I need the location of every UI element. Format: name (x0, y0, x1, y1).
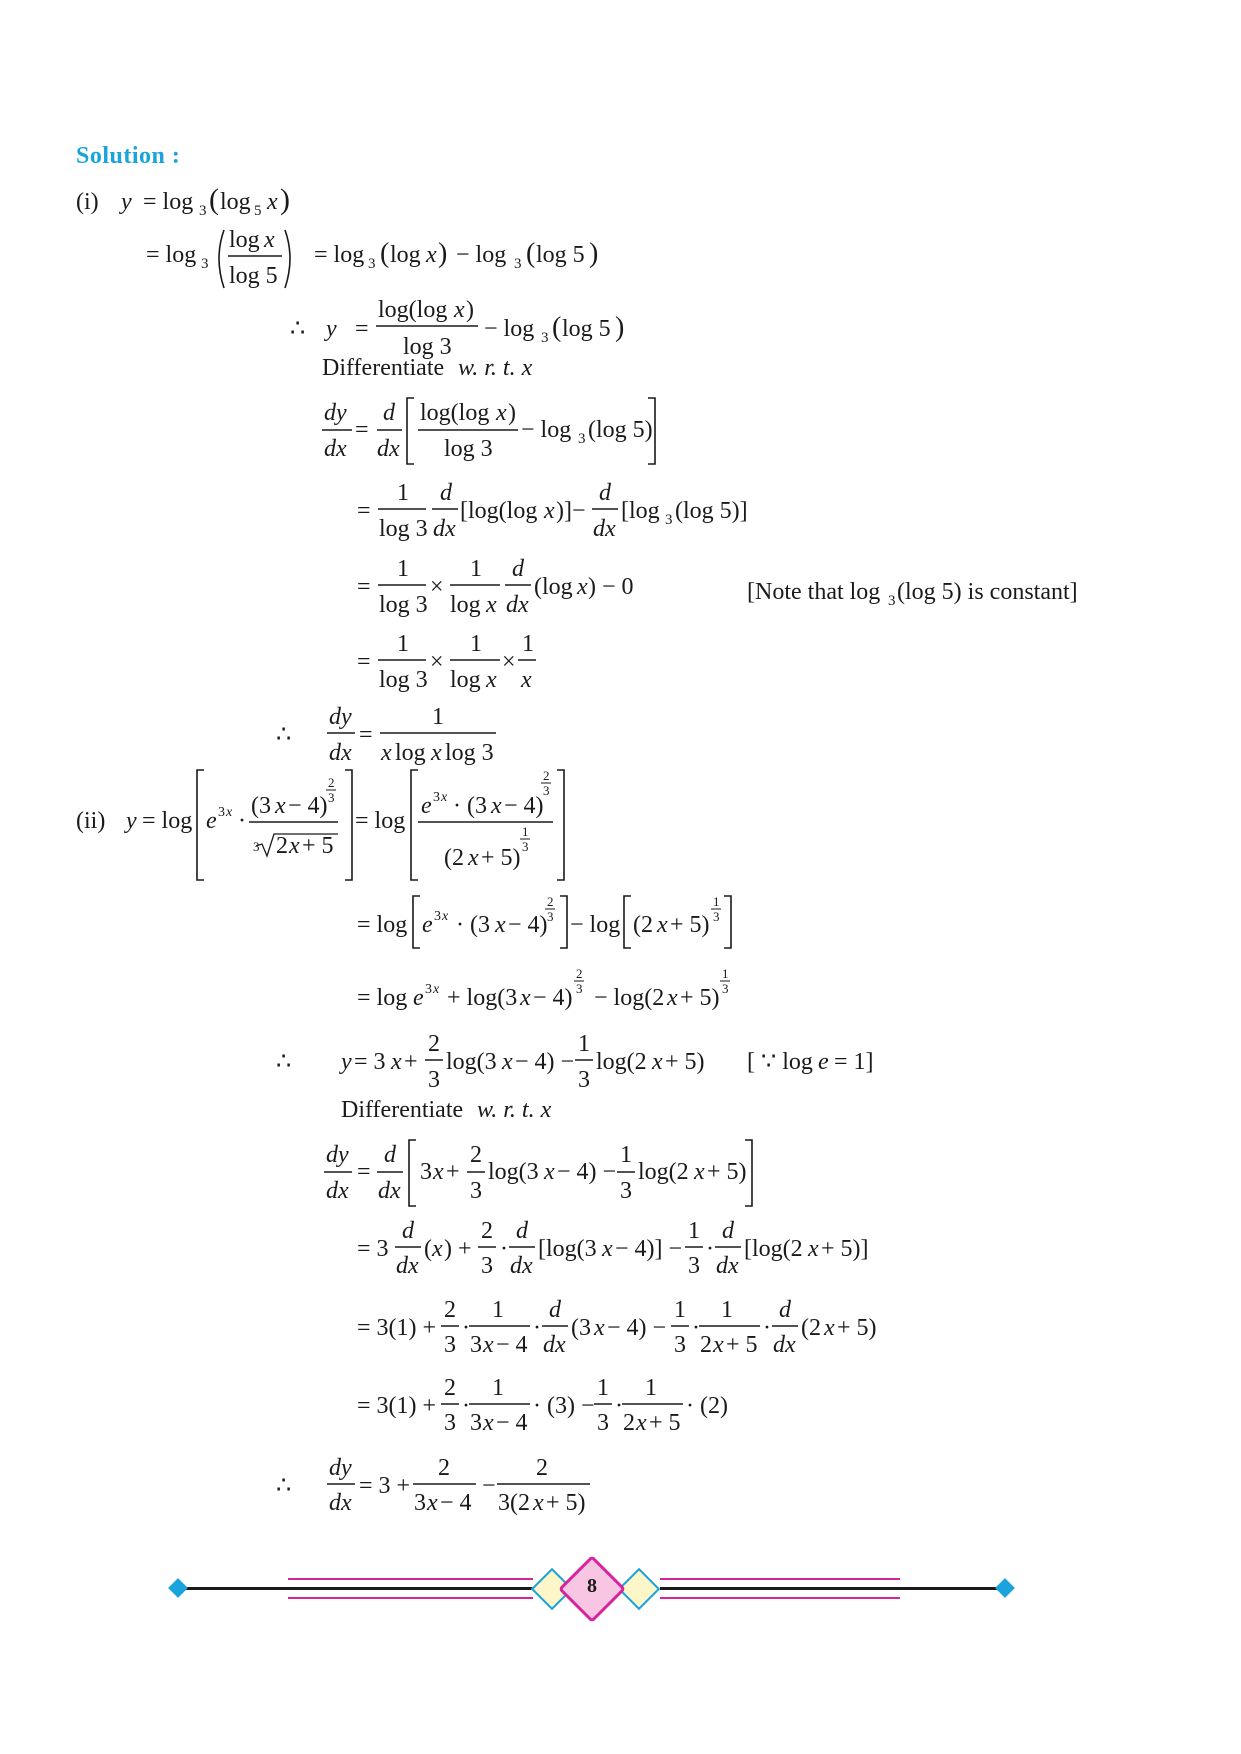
svg-text:3: 3 (414, 1490, 426, 1516)
svg-text:1: 1 (645, 1375, 657, 1401)
svg-text:=: = (357, 1159, 371, 1185)
svg-text:dy: dy (329, 1455, 352, 1481)
svg-text:x: x (427, 1490, 438, 1516)
svg-text:x: x (544, 1159, 555, 1185)
svg-text:dx: dx (543, 1332, 566, 1358)
svg-text:2: 2 (700, 1332, 712, 1358)
svg-text:+: + (446, 1159, 460, 1185)
svg-text:(: ( (380, 238, 390, 269)
svg-text:= log: = log (143, 189, 194, 215)
svg-text:d: d (440, 480, 452, 506)
svg-text:log 3: log 3 (379, 516, 428, 542)
svg-text:x: x (441, 790, 448, 805)
svg-text:+ log(3: + log(3 (447, 985, 518, 1011)
svg-text:2: 2 (438, 1455, 450, 1481)
svg-text:+ 5: + 5 (649, 1410, 681, 1436)
svg-text:): ) (280, 183, 290, 216)
svg-text:(log 5): (log 5) (588, 417, 653, 443)
svg-text:d: d (722, 1218, 734, 1244)
svg-text:(2: (2 (801, 1315, 821, 1341)
svg-text:log 5: log 5 (536, 242, 585, 268)
svg-text:×: × (430, 574, 444, 600)
svg-text:d: d (599, 480, 611, 506)
svg-text:(: ( (209, 183, 219, 216)
svg-text:e: e (206, 808, 217, 834)
svg-text:[Note that log: [Note that log (747, 579, 881, 605)
svg-text:1: 1 (432, 704, 444, 730)
svg-text:) − 0: ) − 0 (588, 574, 634, 600)
svg-text:3: 3 (428, 1067, 440, 1093)
solution-heading: Solution : (76, 143, 181, 169)
svg-text:·: · (462, 1393, 470, 1419)
svg-text:): ) (589, 238, 599, 269)
svg-text:1: 1 (397, 631, 409, 657)
svg-text:log: log (450, 667, 481, 693)
svg-text:+ 5): + 5) (481, 845, 521, 871)
svg-text:log(2: log(2 (596, 1049, 647, 1075)
svg-text:x: x (496, 400, 507, 426)
svg-text:2: 2 (543, 768, 550, 783)
svg-text:3: 3 (444, 1410, 456, 1436)
svg-text:3: 3 (541, 330, 549, 346)
svg-text:1: 1 (470, 556, 482, 582)
svg-text:3: 3 (514, 256, 522, 272)
svg-text:· (2): · (2) (686, 1393, 728, 1419)
svg-text:[log: [log (621, 498, 660, 524)
svg-text:3: 3 (665, 512, 673, 528)
svg-text:· (3: · (3 (453, 793, 487, 819)
svg-text:·: · (533, 1315, 541, 1341)
svg-text:1: 1 (397, 556, 409, 582)
svg-text:+: + (404, 1049, 418, 1075)
svg-text:): ) (508, 400, 516, 426)
svg-text:dx: dx (326, 1178, 349, 1204)
svg-text:3: 3 (433, 790, 440, 805)
svg-text:log: log (390, 242, 421, 268)
svg-text:x: x (426, 242, 437, 268)
svg-text:1: 1 (578, 1031, 590, 1057)
svg-text:x: x (454, 297, 465, 323)
svg-text:1: 1 (722, 966, 729, 981)
svg-text:dx: dx (378, 1178, 401, 1204)
svg-text:∴: ∴ (290, 316, 306, 342)
svg-text:x: x (264, 227, 275, 253)
svg-text:− log(2: − log(2 (594, 985, 665, 1011)
svg-text:Differentiate: Differentiate (322, 355, 445, 381)
svg-text:− log: − log (456, 242, 507, 268)
footer-pink-bottom-right (660, 1597, 900, 1599)
svg-text:= 3 +: = 3 + (359, 1473, 411, 1499)
svg-text:dx: dx (593, 516, 616, 542)
svg-text:log(2: log(2 (638, 1159, 689, 1185)
svg-text:x: x (544, 498, 555, 524)
svg-text:3: 3 (722, 981, 729, 996)
svg-text:= 3: = 3 (354, 1049, 386, 1075)
svg-text:·: · (500, 1236, 508, 1262)
svg-text:1: 1 (522, 824, 529, 839)
svg-text:= 3(1) +: = 3(1) + (357, 1393, 437, 1419)
svg-text:x: x (667, 985, 678, 1011)
svg-text:log 3: log 3 (403, 334, 452, 360)
svg-text:− 4) −: − 4) − (557, 1159, 617, 1185)
svg-text:3: 3 (470, 1332, 482, 1358)
svg-text:− 4: − 4 (496, 1410, 528, 1436)
svg-text:− log: − log (484, 316, 535, 342)
svg-text:x: x (483, 1410, 494, 1436)
svg-text:(log 5)]: (log 5)] (675, 498, 748, 524)
svg-text:log: log (395, 740, 426, 766)
svg-text:x: x (636, 1410, 647, 1436)
svg-text:log 5: log 5 (562, 316, 611, 342)
svg-text:x: x (533, 1490, 544, 1516)
svg-text:+ 5): + 5) (670, 912, 710, 938)
svg-text:(: ( (424, 1236, 432, 1262)
svg-text:log(log: log(log (420, 400, 490, 426)
svg-text:y: y (126, 808, 137, 834)
svg-text:x: x (289, 833, 300, 859)
svg-text:2: 2 (428, 1031, 440, 1057)
svg-text:×: × (430, 649, 444, 675)
svg-text:·: · (615, 1393, 623, 1419)
svg-text:x: x (602, 1236, 613, 1262)
svg-text:x: x (652, 1049, 663, 1075)
svg-text:x: x (433, 1159, 444, 1185)
svg-text:3: 3 (425, 982, 432, 997)
svg-text:d: d (402, 1218, 414, 1244)
svg-text:3: 3 (674, 1332, 686, 1358)
svg-text:d: d (383, 400, 395, 426)
svg-text:): ) (615, 312, 625, 343)
svg-text:(2: (2 (444, 845, 464, 871)
footer-rule-left (176, 1587, 556, 1590)
svg-text:x: x (521, 667, 532, 693)
svg-text:x: x (486, 667, 497, 693)
svg-text:= log: = log (314, 242, 365, 268)
svg-text:dx: dx (329, 1490, 352, 1516)
svg-text:): ) (466, 297, 474, 323)
svg-text:3: 3 (578, 431, 586, 447)
svg-text:+ 5): + 5) (680, 985, 720, 1011)
svg-text:e: e (421, 793, 432, 819)
svg-text:∴: ∴ (276, 1473, 292, 1499)
svg-text:1: 1 (492, 1297, 504, 1323)
svg-text:∴: ∴ (276, 1049, 292, 1075)
svg-text:− 4: − 4 (440, 1490, 472, 1516)
svg-text:w. r. t. x: w. r. t. x (458, 355, 533, 381)
svg-text:3: 3 (688, 1253, 700, 1279)
svg-text:− 4): − 4) (508, 912, 548, 938)
svg-text:Differentiate: Differentiate (341, 1097, 464, 1123)
svg-text:x: x (520, 985, 531, 1011)
svg-text:2: 2 (276, 833, 288, 859)
svg-text:3: 3 (547, 909, 554, 924)
svg-text:− 4)] −: − 4)] − (615, 1236, 683, 1262)
svg-text:1: 1 (674, 1297, 686, 1323)
svg-text:2: 2 (328, 775, 335, 790)
svg-text:x: x (432, 1236, 443, 1262)
svg-text:3: 3 (543, 783, 550, 798)
svg-text:x: x (594, 1315, 605, 1341)
svg-text:e: e (422, 912, 433, 938)
svg-text:log(3: log(3 (488, 1159, 539, 1185)
svg-text:2: 2 (444, 1375, 456, 1401)
svg-text:+ 5): + 5) (707, 1159, 747, 1185)
svg-text:(: ( (526, 238, 536, 269)
svg-text:= log: = log (146, 242, 197, 268)
svg-text:log: log (220, 189, 251, 215)
svg-text:x: x (391, 1049, 402, 1075)
svg-text:1: 1 (522, 631, 534, 657)
svg-text:=: = (359, 722, 373, 748)
svg-text:log 3: log 3 (445, 740, 494, 766)
svg-text:=: = (357, 574, 371, 600)
svg-text:3: 3 (218, 805, 225, 820)
svg-text:1: 1 (492, 1375, 504, 1401)
svg-text:− log: − log (570, 912, 621, 938)
svg-text:3: 3 (201, 256, 209, 272)
svg-text:− 4) −: − 4) − (607, 1315, 667, 1341)
svg-text:=: = (357, 649, 371, 675)
svg-text:2: 2 (536, 1455, 548, 1481)
svg-text:dx: dx (510, 1253, 533, 1279)
svg-text:y: y (326, 316, 337, 342)
svg-text:2: 2 (481, 1218, 493, 1244)
svg-text:3: 3 (253, 839, 260, 854)
svg-text:= log: = log (357, 912, 408, 938)
svg-text:[log(3: [log(3 (538, 1236, 597, 1262)
svg-text:): ) (438, 238, 448, 269)
svg-text:y: y (341, 1049, 352, 1075)
svg-text:x: x (442, 909, 449, 924)
svg-text:log 5: log 5 (229, 263, 278, 289)
svg-text:− 4): − 4) (533, 985, 573, 1011)
svg-text:x: x (491, 793, 502, 819)
svg-text:− 4): − 4) (288, 793, 328, 819)
svg-text:w. r. t. x: w. r. t. x (477, 1097, 552, 1123)
svg-text:x: x (808, 1236, 819, 1262)
svg-text:3: 3 (578, 1067, 590, 1093)
svg-text:dx: dx (716, 1253, 739, 1279)
svg-text:3: 3 (522, 839, 529, 854)
svg-text:1: 1 (721, 1297, 733, 1323)
svg-text:=: = (355, 316, 369, 342)
svg-text:(3: (3 (251, 793, 271, 819)
svg-text:− 4: − 4 (496, 1332, 528, 1358)
svg-text:+ 5): + 5) (837, 1315, 877, 1341)
svg-text:d: d (384, 1142, 396, 1168)
footer-pink-top-right (660, 1578, 900, 1580)
svg-text:dx: dx (396, 1253, 419, 1279)
svg-text:x: x (468, 845, 479, 871)
svg-text:∴: ∴ (276, 722, 292, 748)
svg-text:3: 3 (199, 203, 207, 219)
svg-text:x: x (713, 1332, 724, 1358)
svg-text:x: x (495, 912, 506, 938)
svg-text:− 4) −: − 4) − (515, 1049, 575, 1075)
svg-text:x: x (431, 740, 442, 766)
svg-text:· (3: · (3 (456, 912, 490, 938)
svg-text:[ ∵ log: [ ∵ log (747, 1049, 813, 1075)
svg-text:dx: dx (433, 516, 456, 542)
svg-text:= 3: = 3 (357, 1236, 389, 1262)
svg-text:x: x (433, 982, 440, 997)
svg-text:x: x (483, 1332, 494, 1358)
svg-text:(: ( (552, 312, 562, 343)
svg-text:x: x (267, 189, 278, 215)
svg-text:3: 3 (470, 1178, 482, 1204)
svg-text:+ 5): + 5) (665, 1049, 705, 1075)
svg-text:x: x (657, 912, 668, 938)
svg-text:·: · (706, 1236, 714, 1262)
svg-text:log(3: log(3 (446, 1049, 497, 1075)
footer-pink-bottom-left (288, 1597, 533, 1599)
svg-text:d: d (549, 1297, 561, 1323)
svg-text:·: · (462, 1315, 470, 1341)
svg-text:2: 2 (444, 1297, 456, 1323)
svg-text:2: 2 (547, 894, 554, 909)
svg-text:[log(2: [log(2 (744, 1236, 803, 1262)
svg-text:2: 2 (470, 1142, 482, 1168)
svg-text:= log: = log (142, 808, 193, 834)
svg-text:3: 3 (713, 909, 720, 924)
svg-text:x: x (275, 793, 286, 819)
svg-text:) +: ) + (444, 1236, 472, 1262)
svg-text:(2: (2 (633, 912, 653, 938)
svg-text:d: d (512, 556, 524, 582)
svg-text:1: 1 (688, 1218, 700, 1244)
svg-text:= 1]: = 1] (834, 1049, 874, 1075)
svg-text:− log: − log (521, 417, 572, 443)
svg-text:·: · (238, 808, 246, 834)
part-ii-marker: (ii) (76, 808, 106, 834)
page-number: 8 (587, 1575, 597, 1597)
svg-text:1: 1 (470, 631, 482, 657)
svg-text:dy: dy (329, 704, 352, 730)
svg-text:log 3: log 3 (379, 592, 428, 618)
svg-text:3: 3 (444, 1332, 456, 1358)
svg-text:3: 3 (597, 1410, 609, 1436)
svg-text:x: x (502, 1049, 513, 1075)
svg-text:dx: dx (506, 592, 529, 618)
svg-text:= log: = log (357, 985, 408, 1011)
svg-text:−: − (482, 1473, 496, 1499)
svg-text:3: 3 (328, 790, 335, 805)
svg-text:e: e (413, 985, 424, 1011)
svg-text:log 3: log 3 (379, 667, 428, 693)
svg-text:x: x (694, 1159, 705, 1185)
svg-text:+ 5)]: + 5)] (821, 1236, 869, 1262)
svg-text:3: 3 (420, 1159, 432, 1185)
svg-text:+ 5: + 5 (302, 833, 334, 859)
svg-text:dx: dx (324, 436, 347, 462)
svg-text:x: x (824, 1315, 835, 1341)
footer-pink-top-left (288, 1578, 533, 1580)
svg-text:y: y (121, 189, 132, 215)
svg-text:1: 1 (597, 1375, 609, 1401)
svg-text:=: = (355, 417, 369, 443)
svg-text:dx: dx (773, 1332, 796, 1358)
svg-text:dx: dx (377, 436, 400, 462)
svg-text:x: x (577, 574, 588, 600)
svg-text:1: 1 (397, 480, 409, 506)
svg-text:(log: (log (534, 574, 573, 600)
svg-text:= 3(1) +: = 3(1) + (357, 1315, 437, 1341)
part-i-marker: (i) (76, 189, 99, 215)
svg-text:+ 5: + 5 (726, 1332, 758, 1358)
svg-text:d: d (516, 1218, 528, 1244)
svg-text:·: · (692, 1315, 700, 1341)
svg-text:+ 5): + 5) (546, 1490, 586, 1516)
svg-text:x: x (486, 592, 497, 618)
svg-text:x: x (381, 740, 392, 766)
svg-text:2: 2 (576, 966, 583, 981)
svg-text:log(log: log(log (378, 297, 448, 323)
svg-text:1: 1 (620, 1142, 632, 1168)
svg-text:− 4): − 4) (504, 793, 544, 819)
svg-text:log 3: log 3 (444, 436, 493, 462)
svg-text:·: · (763, 1315, 771, 1341)
svg-text:= log: = log (355, 808, 406, 834)
svg-text:e: e (818, 1049, 829, 1075)
svg-text:3: 3 (888, 593, 896, 609)
svg-text:3: 3 (368, 256, 376, 272)
svg-text:· (3) −: · (3) − (533, 1393, 595, 1419)
svg-text:3: 3 (620, 1178, 632, 1204)
svg-text:5: 5 (254, 203, 262, 219)
svg-text:(log 5) is constant]: (log 5) is constant] (897, 579, 1078, 605)
svg-text:(3: (3 (571, 1315, 591, 1341)
svg-text:dy: dy (324, 400, 347, 426)
svg-text:x: x (226, 805, 233, 820)
svg-text:3: 3 (434, 909, 441, 924)
svg-text:)]−: )]− (556, 498, 586, 524)
svg-text:1: 1 (713, 894, 720, 909)
footer-rule-right (660, 1587, 1000, 1590)
svg-text:log: log (229, 227, 260, 253)
svg-text:×: × (502, 649, 516, 675)
svg-text:dy: dy (326, 1142, 349, 1168)
svg-text:log: log (450, 592, 481, 618)
svg-text:[log(log: [log(log (460, 498, 538, 524)
svg-text:3: 3 (481, 1253, 493, 1279)
svg-text:3(2: 3(2 (498, 1490, 530, 1516)
svg-text:=: = (357, 498, 371, 524)
svg-text:3: 3 (576, 981, 583, 996)
svg-text:3: 3 (470, 1410, 482, 1436)
svg-text:d: d (779, 1297, 791, 1323)
svg-text:2: 2 (623, 1410, 635, 1436)
svg-text:dx: dx (329, 740, 352, 766)
